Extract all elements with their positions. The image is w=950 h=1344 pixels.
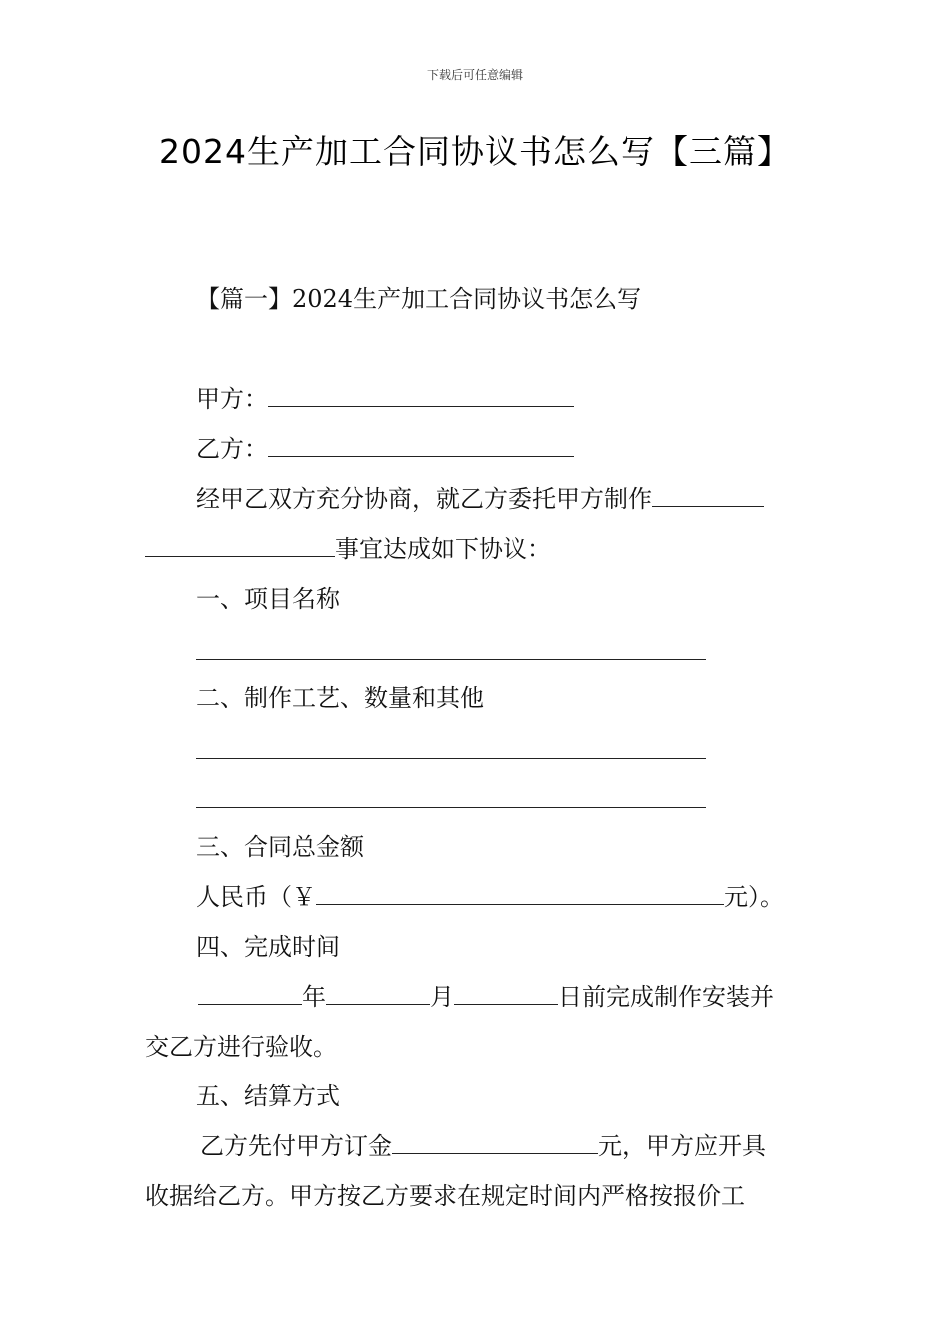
item-5-heading: 五、结算方式 [196,1082,340,1110]
amount-blank [316,882,724,905]
party-a-line [196,384,574,414]
intro-line-2 [145,534,551,564]
amount-line [196,882,784,912]
item-1-blank [196,659,706,660]
payment-line-2: 收据给乙方。甲方按乙方要求在规定时间内严格按报价工 [145,1182,745,1210]
date-line-2: 交乙方进行验收。 [145,1033,337,1061]
header-note: 下载后可任意编辑 [426,68,523,82]
item-4-heading: 四、完成时间 [196,933,340,961]
month-blank [326,982,430,1005]
day-blank [454,982,558,1005]
month-label: 月 [430,983,454,1011]
amount-prefix: 人民币（￥ [196,883,316,911]
document-title: 2024生产加工合同协议书怎么写【三篇】 [159,132,791,171]
day-suffix: 日前完成制作安装并 [558,983,774,1011]
intro-blank-1 [652,484,764,507]
payment-blank [392,1131,598,1154]
item-2-blank-2 [196,807,706,808]
date-line-1 [198,982,774,1012]
section-heading: 【篇一】2024生产加工合同协议书怎么写 [196,285,642,313]
year-blank [198,982,302,1005]
intro-start-text: 经甲乙双方充分协商，就乙方委托甲方制作 [196,485,652,513]
item-3-heading: 三、合同总金额 [196,833,364,861]
party-a-blank [268,384,574,407]
payment-line-1 [200,1131,766,1161]
party-a-label: 甲方： [196,385,268,413]
payment-prefix: 乙方先付甲方订金 [200,1132,392,1160]
item-1-heading: 一、项目名称 [196,585,340,613]
intro-line-1 [196,484,764,514]
party-b-label: 乙方： [196,435,268,463]
item-2-heading: 二、制作工艺、数量和其他 [196,684,484,712]
year-label: 年 [302,983,326,1011]
party-b-blank [268,434,574,457]
intro-blank-2 [145,534,335,557]
amount-suffix: 元）。 [724,883,784,911]
intro-end-text: 事宜达成如下协议： [335,535,551,563]
party-b-line [196,434,574,464]
payment-suffix: 元，甲方应开具 [598,1132,766,1160]
item-2-blank-1 [196,758,706,759]
